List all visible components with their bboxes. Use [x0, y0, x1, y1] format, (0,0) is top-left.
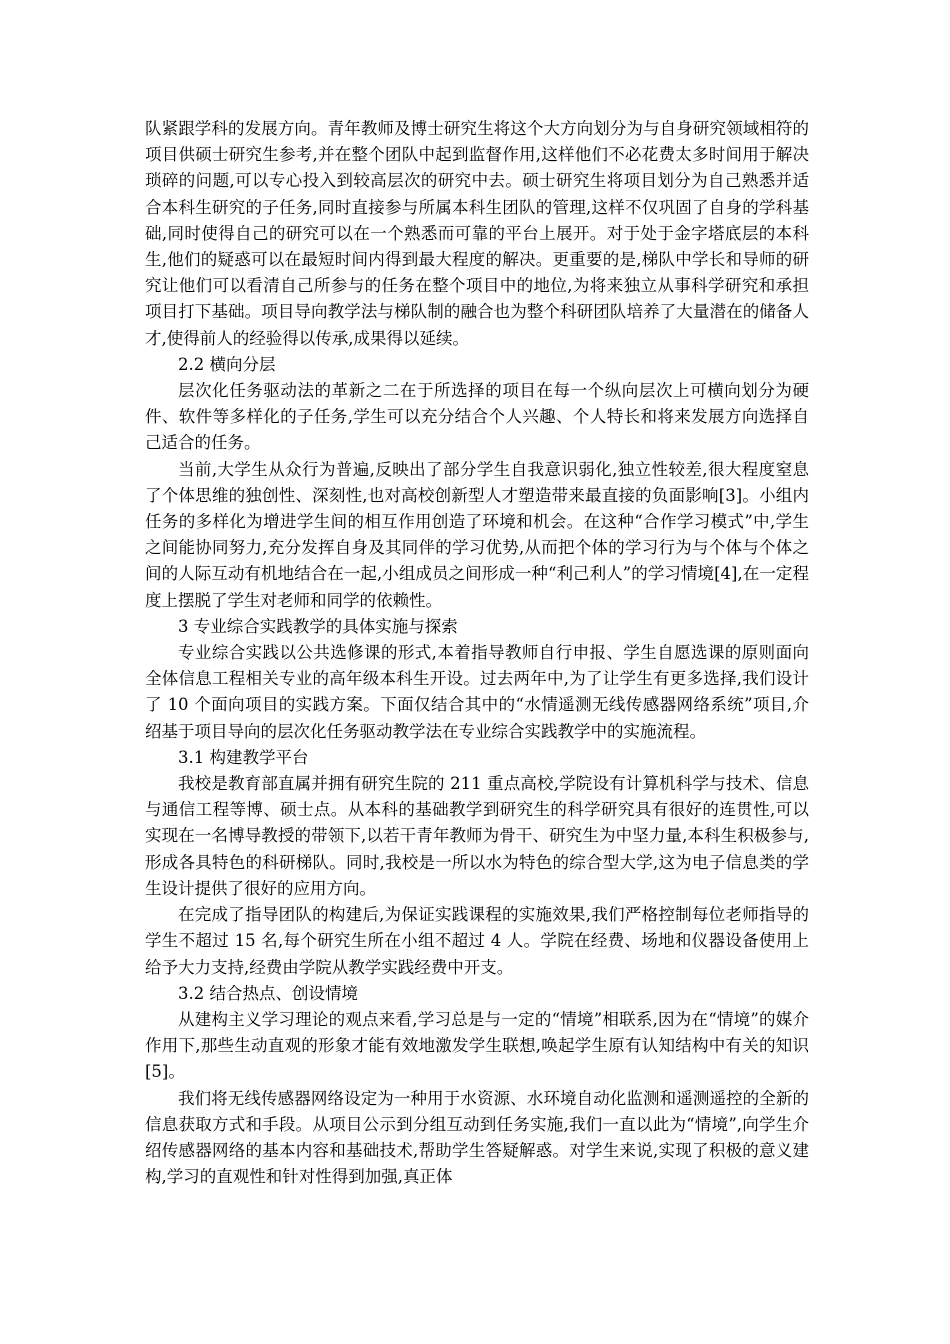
section-heading-3: 3 专业综合实践教学的具体实施与探索 [178, 616, 458, 636]
document-page [145, 116, 809, 1190]
section-heading-2-2: 2.2 横向分层 [178, 354, 276, 374]
paragraph-continued: 队紧跟学科的发展方向。青年教师及博士研究生将这个大方向划分为与自身研究领域相符的项目供硕士研究生参考,并在整个团队中起到监督作用,这样他们不必花费太多时间用于解决琐碎的问题,可以专心投入到较高层次的研究中去。硕士研究生将项目划分为自己熟悉并适合本科生研究的子任务,同时直接参与所属本科生团队的管理,这样不仅巩固了自身的学科基础,同时使得自己的研究可以在一个熟悉而可靠的平台上展开。对于处于金字塔底层的本科生,他们的疑惑可以在最短时间内得到最大程度的解决。更重要的是,梯队中学长和导师的研究让他们可以看清自己所参与的任务在整个项目中的地位,为将来独立从事科学研究和承担项目打下基础。项目导向教学法与梯队制的融合也为整个科研团队培养了大量潜在的储备人才,使得前人的经验得以传承,成果得以延续。 [145, 119, 809, 348]
section-heading-3-1: 3.1 构建教学平台 [178, 747, 309, 767]
section-heading-3-2: 3.2 结合热点、创设情境 [178, 983, 358, 1003]
paragraph: 从建构主义学习理论的观点来看,学习总是与一定的“情境”相联系,因为在“情境”的媒介作用下,那些生动直观的形象才能有效地激发学生联想,唤起学生原有认知结构中有关的知识[5]。 [145, 1009, 809, 1082]
paragraph: 专业综合实践以公共选修课的形式,本着指导教师自行申报、学生自愿选课的原则面向全体信息工程相关专业的高年级本科生开设。过去两年中,为了让学生有更多选择,我们设计了 10 个面向项目的实践方案。下面仅结合其中的“水情遥测无线传感器网络系统”项目,介绍基于项目导向的层次化任务驱动教学法在专业综合实践教学中的实施流程。 [145, 643, 809, 741]
paragraph: 我校是教育部直属并拥有研究生院的 211 重点高校,学院设有计算机科学与技术、信息与通信工程等博、硕士点。从本科的基础教学到研究生的科学研究具有很好的连贯性,可以实现在一名博导教授的带领下,以若干青年教师为骨干、研究生为中坚力量,本科生积极参与,形成各具特色的科研梯队。同时,我校是一所以水为特色的综合型大学,这为电子信息类的学生设计提供了很好的应用方向。 [145, 774, 809, 898]
paragraph: 当前,大学生从众行为普遍,反映出了部分学生自我意识弱化,独立性较差,很大程度窒息了个体思维的独创性、深刻性,也对高校创新型人才塑造带来最直接的负面影响[3]。小组内任务的多样化为增进学生间的相互作用创造了环境和机会。在这种“合作学习模式”中,学生之间能协同努力,充分发挥自身及其同伴的学习优势,从而把个体的学习行为与个体与个体之间的人际互动有机地结合在一起,小组成员之间形成一种“利己利人”的学习情境[4],在一定程度上摆脱了学生对老师和同学的依赖性。 [145, 459, 809, 610]
paragraph: 在完成了指导团队的构建后,为保证实践课程的实施效果,我们严格控制每位老师指导的学生不超过 15 名,每个研究生所在小组不超过 4 人。学院在经费、场地和仪器设备使用上给予大力支持,经费由学院从教学实践经费中开支。 [145, 905, 809, 977]
paragraph: 层次化任务驱动法的革新之二在于所选择的项目在每一个纵向层次上可横向划分为硬件、软件等多样化的子任务,学生可以充分结合个人兴趣、个人特长和将来发展方向选择自己适合的任务。 [145, 381, 809, 453]
paragraph: 我们将无线传感器网络设定为一种用于水资源、水环境自动化监测和遥测遥控的全新的信息获取方式和手段。从项目公示到分组互动到任务实施,我们一直以此为“情境”,向学生介绍传感器网络的基本内容和基础技术,帮助学生答疑解惑。对学生来说,实现了积极的意义建构,学习的直观性和针对性得到加强,真正体 [145, 1088, 809, 1187]
